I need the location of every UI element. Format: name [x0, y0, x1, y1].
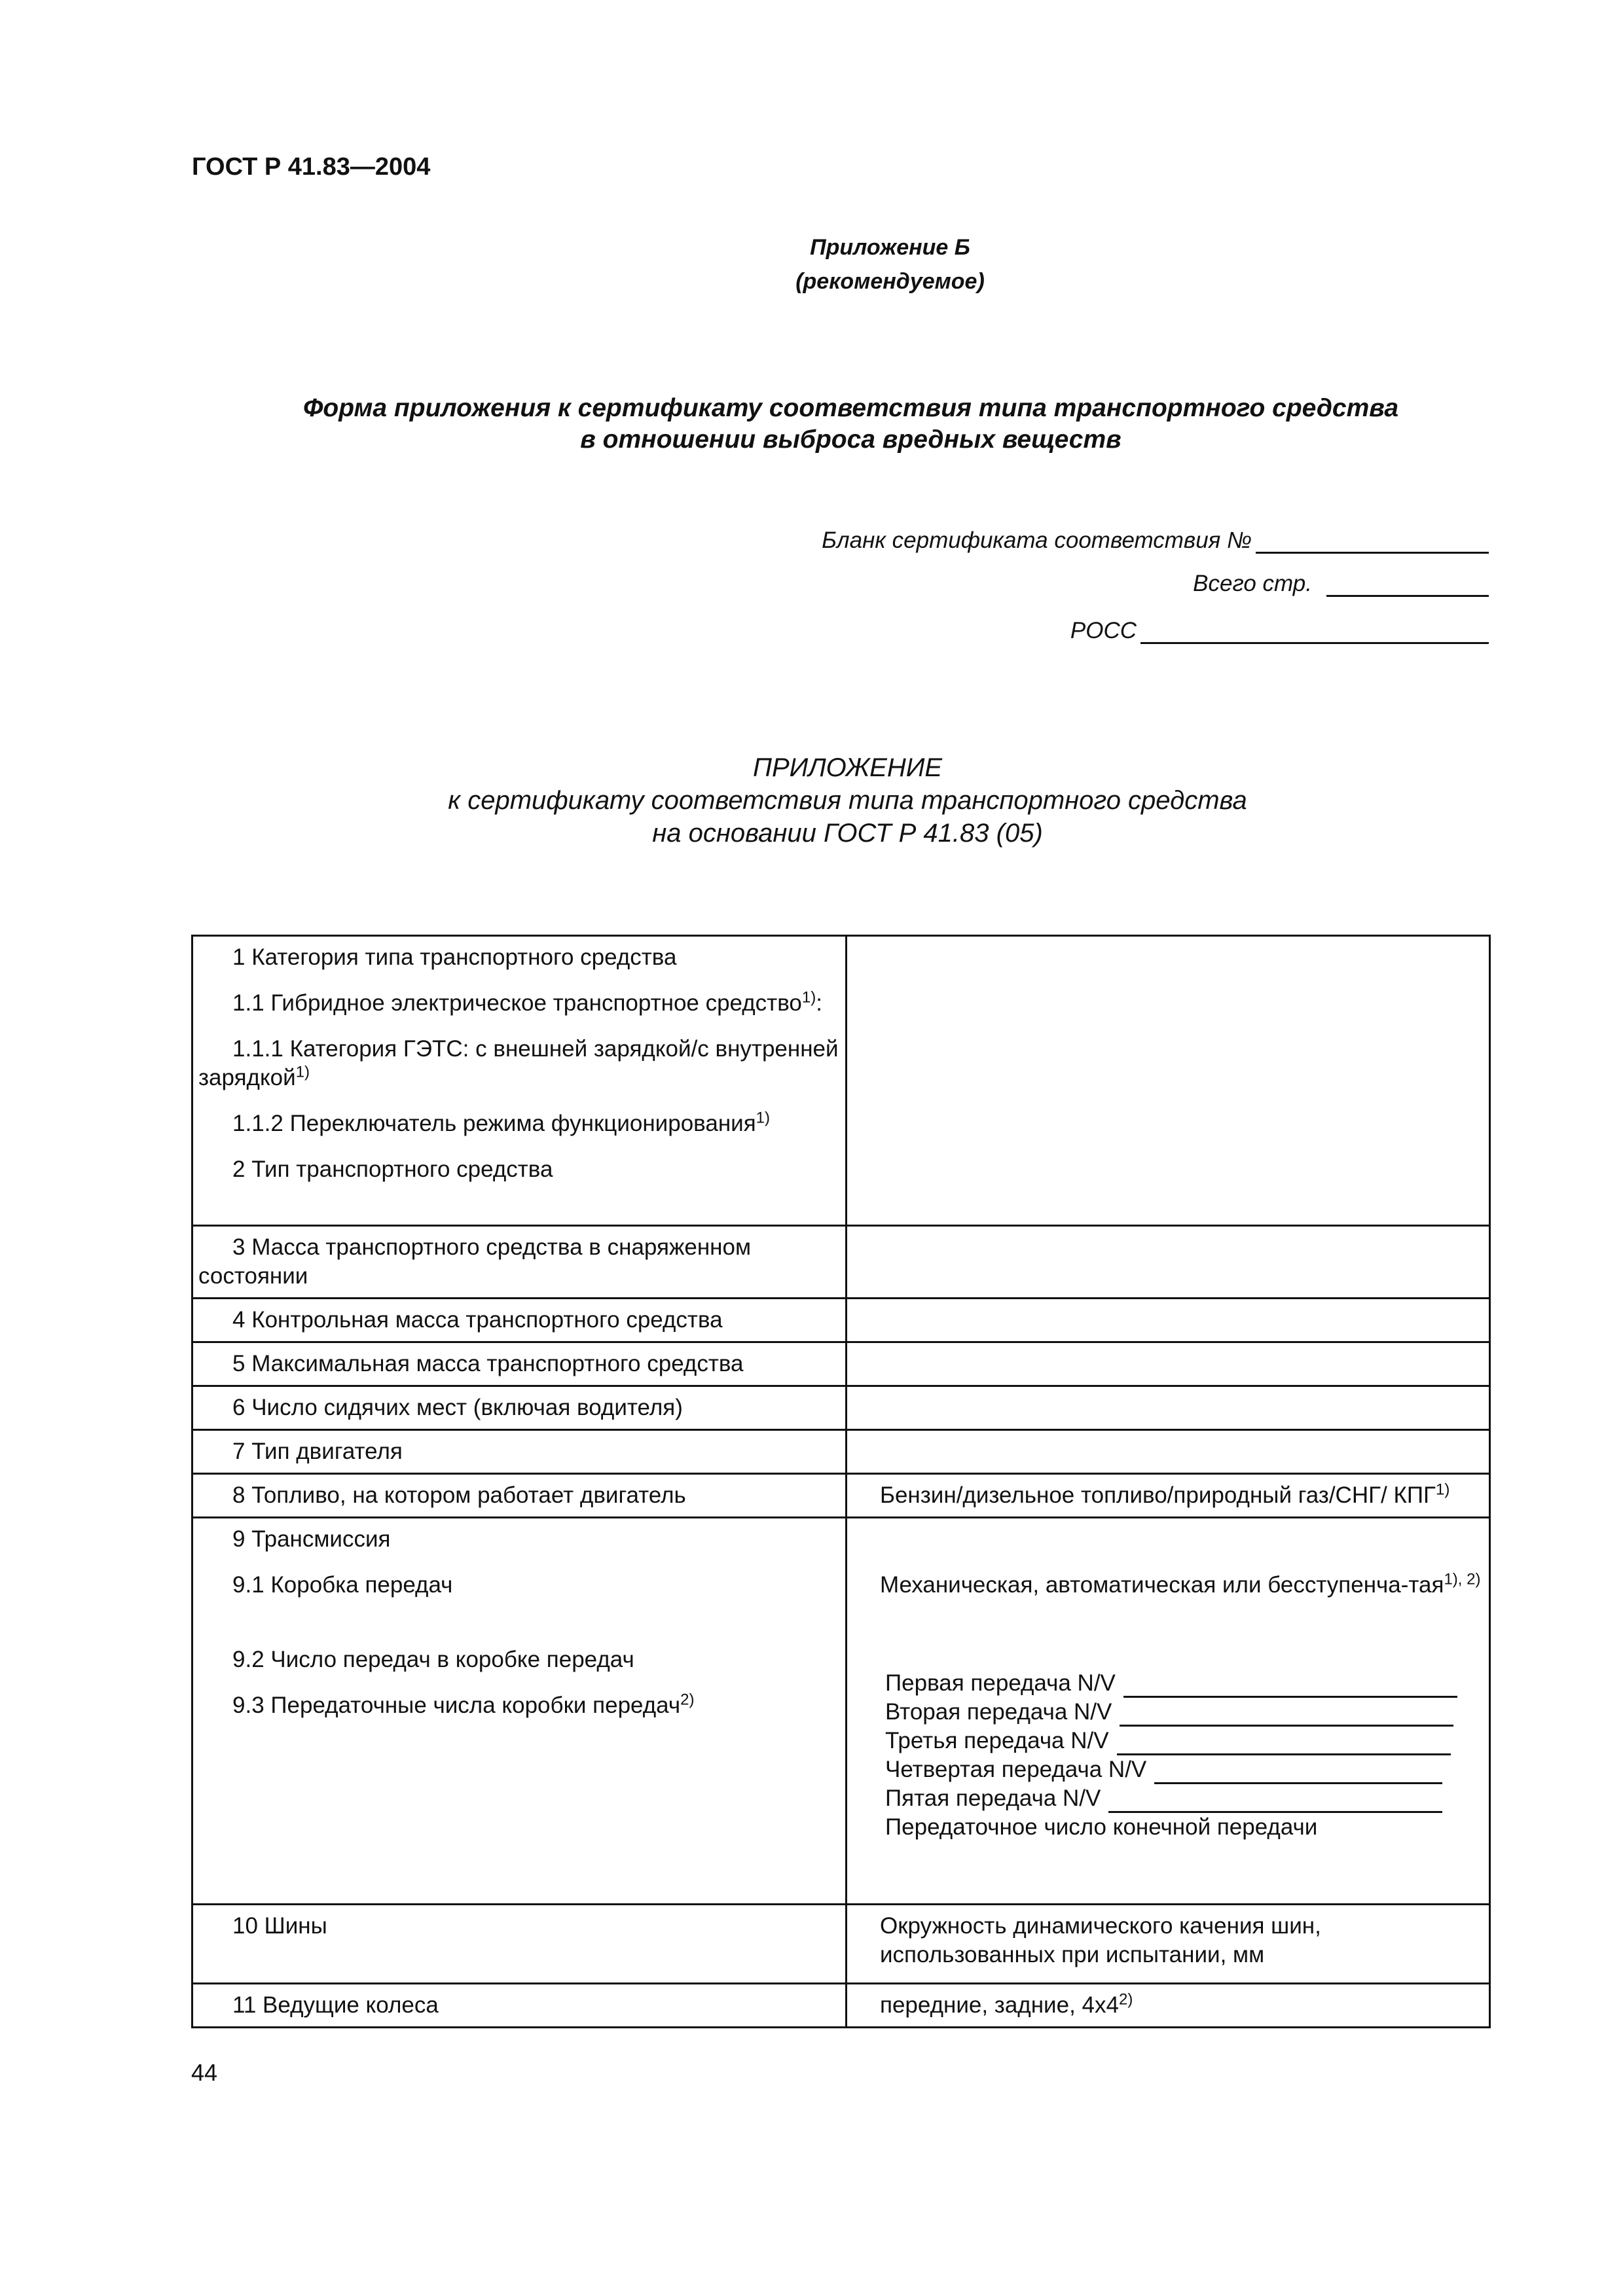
- table-row: [192, 1226, 1490, 1299]
- form-title: [0, 393, 1623, 456]
- ross-field: [1070, 618, 1489, 644]
- table-cell-left: 8 Топливо, на котором работает двигатель: [192, 1474, 847, 1518]
- gear-ratio-third: Третья передача N/V: [852, 1727, 1484, 1755]
- gear-ratio-fifth: Пятая передача N/V: [852, 1784, 1484, 1813]
- table-row: [192, 1905, 1490, 1984]
- gearbox-type: Механическая, автоматическая или бесступенча-тая$^{1), 2)}$: [880, 1570, 1481, 1598]
- certificate-number-label: Бланк сертификата соответствия №: [822, 528, 1252, 553]
- appendix-status: (рекомендуемое): [795, 269, 985, 294]
- table-row: [192, 1342, 1490, 1386]
- form-title-line-1: Форма приложения к сертификату соответствия типа транспортного средства: [302, 394, 1399, 422]
- table-cell-right: передние, задние, 4x4$^{2)}$: [847, 1984, 1490, 2028]
- table-row: [192, 1518, 1490, 1905]
- ross-line[interactable]: [1140, 619, 1489, 644]
- annex-title-line-3: на основании ГОСТ Р 41.83 (05): [652, 819, 1043, 848]
- table-cell-left: 7 Тип двигателя: [192, 1430, 847, 1474]
- table-cell-right: Бензин/дизельное топливо/природный газ/СНГ/ КПГ$^{1)}$: [847, 1474, 1490, 1518]
- table-row: [192, 1474, 1490, 1518]
- table-cell-right[interactable]: [847, 1386, 1490, 1430]
- gear-ratio-first: Первая передача N/V: [852, 1669, 1484, 1698]
- table-row: [192, 1386, 1490, 1430]
- total-pages-line[interactable]: [1326, 571, 1489, 597]
- table-cell-right[interactable]: [847, 1342, 1490, 1386]
- certificate-number-field: [822, 528, 1489, 554]
- total-pages-label: Всего стр.: [1193, 571, 1312, 596]
- table-cell-left: 3 Масса транспортного средства в снаряженном состоянии: [192, 1226, 847, 1299]
- item-2: 2 Тип транспортного средства: [232, 1157, 553, 1182]
- page-number: 44: [191, 2059, 218, 2086]
- table-cell-left: 11 Ведущие колеса: [192, 1984, 847, 2028]
- table-cell-left: [192, 1518, 847, 1905]
- item-1-1-2: 1.1.2 Переключатель режима функционирования$^{1)}$: [232, 1109, 770, 1136]
- table-cell-left: [192, 936, 847, 1226]
- certificate-number-line[interactable]: [1256, 528, 1489, 554]
- table-cell-right: [847, 1518, 1490, 1905]
- item-9: 9 Трансмиссия: [232, 1526, 391, 1552]
- ross-label: РОСС: [1070, 618, 1137, 643]
- table-cell-right[interactable]: [847, 936, 1490, 1226]
- item-1-1-1: 1.1.1 Категория ГЭТС: с внешней зарядкой/с внутренней зарядкой$^{1)}$: [198, 1036, 839, 1090]
- gear-ratio-second: Вторая передача N/V: [852, 1698, 1484, 1727]
- annex-table: [191, 935, 1491, 2028]
- item-1: 1 Категория типа транспортного средства: [232, 944, 677, 970]
- table-cell-left: 4 Контрольная масса транспортного средства: [192, 1299, 847, 1342]
- total-pages-field: [1193, 571, 1489, 597]
- table-cell-left: 5 Максимальная масса транспортного средства: [192, 1342, 847, 1386]
- item-1-1: 1.1 Гибридное электрическое транспортное средство$^{1)}$:: [232, 988, 822, 1016]
- table-cell-right: Окружность динамического качения шин, использованных при испытании, мм: [847, 1905, 1490, 1984]
- item-9-1: 9.1 Коробка передач: [232, 1572, 453, 1598]
- table-row: [192, 1430, 1490, 1474]
- standard-header: ГОСТ Р 41.83—2004: [192, 153, 431, 181]
- annex-title-line-2: к сертификату соответствия типа транспортного средства: [448, 786, 1247, 815]
- item-9-3: 9.3 Передаточные числа коробки передач$^{2)}$: [232, 1691, 695, 1718]
- gear-ratio-fourth: Четвертая передача N/V: [852, 1755, 1484, 1784]
- table-cell-left: 6 Число сидячих мест (включая водителя): [192, 1386, 847, 1430]
- table-cell-right[interactable]: [847, 1226, 1490, 1299]
- annex-title: [0, 751, 1623, 850]
- final-drive-ratio: Передаточное число конечной передачи: [885, 1814, 1318, 1840]
- item-9-2: 9.2 Число передач в коробке передач: [232, 1647, 634, 1672]
- table-cell-right[interactable]: [847, 1299, 1490, 1342]
- form-title-line-2: в отношении выброса вредных веществ: [580, 425, 1122, 454]
- table-row: [192, 936, 1490, 1226]
- appendix-label: Приложение Б: [810, 235, 970, 260]
- appendix-heading: [0, 230, 1623, 298]
- table-row: [192, 1299, 1490, 1342]
- table-cell-left: 10 Шины: [192, 1905, 847, 1984]
- table-row: [192, 1984, 1490, 2028]
- annex-title-line-1: ПРИЛОЖЕНИЕ: [752, 753, 943, 782]
- table-cell-right[interactable]: [847, 1430, 1490, 1474]
